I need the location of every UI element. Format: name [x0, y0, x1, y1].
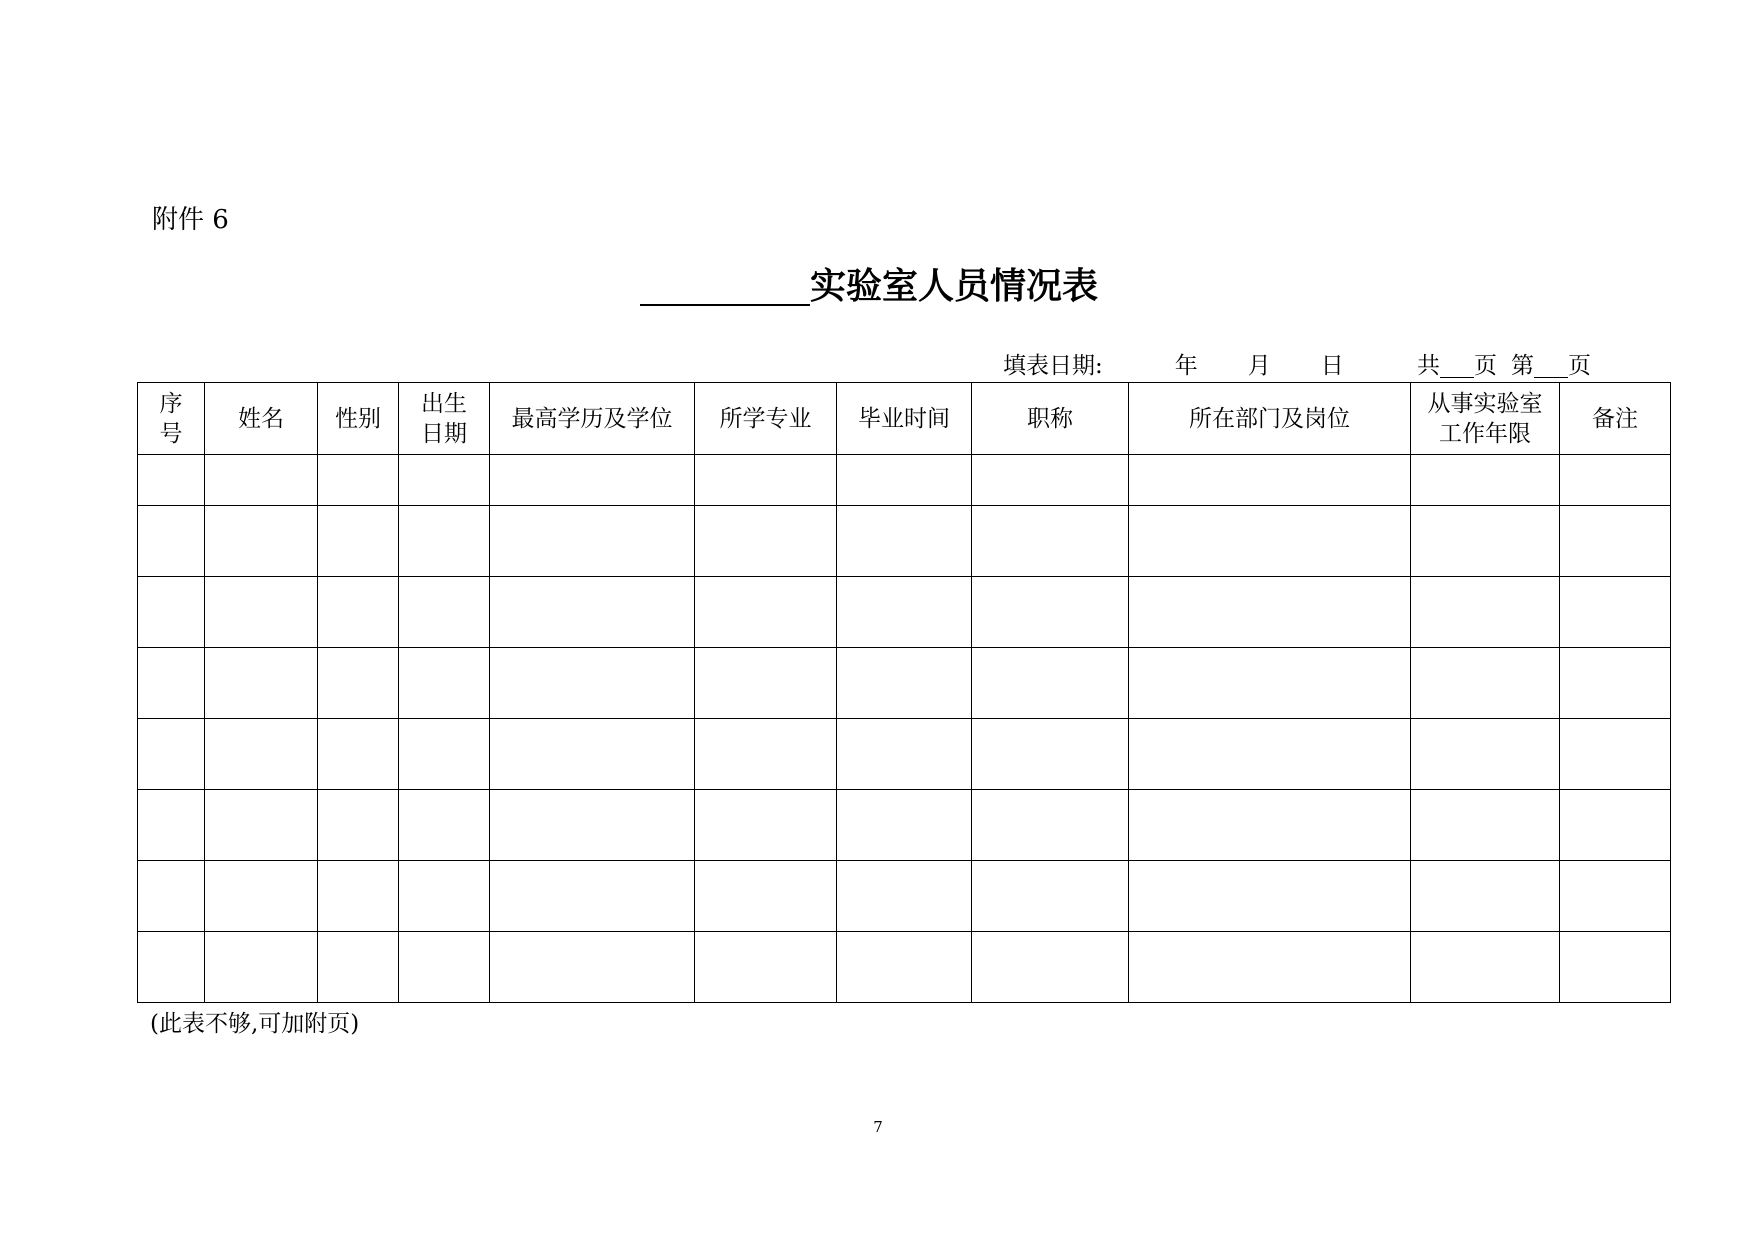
table-cell[interactable]	[972, 455, 1129, 506]
table-cell[interactable]	[205, 455, 318, 506]
table-cell[interactable]	[205, 861, 318, 932]
current-page-prefix: 第	[1511, 353, 1534, 379]
header-professional-title: 职称	[972, 383, 1129, 455]
table-cell[interactable]	[1560, 861, 1671, 932]
total-pages-prefix: 共	[1417, 353, 1440, 379]
table-cell[interactable]	[1560, 506, 1671, 577]
table-cell[interactable]	[138, 648, 205, 719]
table-cell[interactable]	[399, 790, 490, 861]
table-cell[interactable]	[1560, 455, 1671, 506]
table-cell[interactable]	[1129, 932, 1411, 1003]
table-cell[interactable]	[318, 506, 399, 577]
table-cell[interactable]	[695, 719, 837, 790]
table-cell[interactable]	[972, 506, 1129, 577]
header-graduation-time: 毕业时间	[837, 383, 972, 455]
table-cell[interactable]	[972, 648, 1129, 719]
table-cell[interactable]	[837, 648, 972, 719]
table-cell[interactable]	[318, 790, 399, 861]
table-cell[interactable]	[138, 506, 205, 577]
table-cell[interactable]	[1411, 861, 1560, 932]
table-cell[interactable]	[695, 455, 837, 506]
table-cell[interactable]	[399, 648, 490, 719]
table-cell[interactable]	[695, 932, 837, 1003]
table-cell[interactable]	[399, 455, 490, 506]
table-cell[interactable]	[972, 861, 1129, 932]
header-name: 姓名	[205, 383, 318, 455]
table-cell[interactable]	[695, 861, 837, 932]
page-number: 7	[873, 1118, 883, 1136]
current-page-blank[interactable]	[1534, 353, 1568, 378]
table-cell[interactable]	[837, 861, 972, 932]
table-cell[interactable]	[490, 506, 695, 577]
table-cell[interactable]	[695, 506, 837, 577]
table-cell[interactable]	[318, 455, 399, 506]
table-cell[interactable]	[837, 455, 972, 506]
attachment-label: 附件 6	[152, 205, 229, 235]
table-cell[interactable]	[490, 790, 695, 861]
table-cell[interactable]	[138, 932, 205, 1003]
table-cell[interactable]	[318, 719, 399, 790]
paging-line	[1417, 350, 1591, 382]
table-cell[interactable]	[1411, 932, 1560, 1003]
table-cell[interactable]	[972, 577, 1129, 648]
table-cell[interactable]	[399, 506, 490, 577]
table-cell[interactable]	[1560, 932, 1671, 1003]
table-cell[interactable]	[1411, 719, 1560, 790]
month-label: 月	[1247, 353, 1271, 379]
fill-date-line	[1003, 350, 1344, 382]
table-cell[interactable]	[1129, 455, 1411, 506]
table-cell[interactable]	[695, 577, 837, 648]
table-row	[138, 648, 1671, 719]
table-cell[interactable]	[138, 790, 205, 861]
header-birth-date: 出生 日期	[399, 383, 490, 455]
table-cell[interactable]	[1129, 506, 1411, 577]
table-cell[interactable]	[318, 932, 399, 1003]
total-pages-blank[interactable]	[1440, 353, 1474, 378]
header-department-position: 所在部门及岗位	[1129, 383, 1411, 455]
table-cell[interactable]	[1129, 790, 1411, 861]
table-cell[interactable]	[695, 648, 837, 719]
table-row	[138, 932, 1671, 1003]
year-label: 年	[1174, 353, 1198, 379]
table-cell[interactable]	[1129, 648, 1411, 719]
header-remarks: 备注	[1560, 383, 1671, 455]
table-cell[interactable]	[318, 861, 399, 932]
table-cell[interactable]	[399, 719, 490, 790]
table-cell[interactable]	[138, 861, 205, 932]
day-label: 日	[1320, 353, 1344, 379]
table-cell[interactable]	[490, 932, 695, 1003]
table-cell[interactable]	[972, 790, 1129, 861]
table-cell[interactable]	[205, 790, 318, 861]
lab-name-blank[interactable]	[640, 264, 810, 306]
table-cell[interactable]	[399, 861, 490, 932]
table-cell[interactable]	[205, 932, 318, 1003]
table-cell[interactable]	[1411, 648, 1560, 719]
title-text: 实验室人员情况表	[810, 266, 1099, 307]
table-cell[interactable]	[1129, 719, 1411, 790]
table-cell[interactable]	[138, 577, 205, 648]
table-cell[interactable]	[837, 790, 972, 861]
table-cell[interactable]	[1560, 790, 1671, 861]
table-cell[interactable]	[1560, 719, 1671, 790]
fill-date-label: 填表日期:	[1003, 353, 1103, 379]
table-row	[138, 790, 1671, 861]
table-cell[interactable]	[1411, 506, 1560, 577]
table-row	[138, 455, 1671, 506]
table-cell[interactable]	[1129, 577, 1411, 648]
page-title	[640, 262, 1120, 312]
table-cell[interactable]	[490, 861, 695, 932]
header-serial-number: 序 号	[138, 383, 205, 455]
table-row	[138, 719, 1671, 790]
table-row	[138, 861, 1671, 932]
table-cell[interactable]	[490, 577, 695, 648]
table-cell[interactable]	[399, 932, 490, 1003]
table-cell[interactable]	[1560, 577, 1671, 648]
table-row	[138, 506, 1671, 577]
header-gender: 性别	[318, 383, 399, 455]
table-cell[interactable]	[837, 719, 972, 790]
table-cell[interactable]	[490, 648, 695, 719]
header-major: 所学专业	[695, 383, 837, 455]
table-cell[interactable]	[205, 506, 318, 577]
table-cell[interactable]	[837, 506, 972, 577]
table-cell[interactable]	[1411, 577, 1560, 648]
table-cell[interactable]	[138, 455, 205, 506]
staff-table	[137, 382, 1671, 1003]
page-word-2: 页	[1568, 353, 1591, 379]
header-highest-degree: 最高学历及学位	[490, 383, 695, 455]
table-cell[interactable]	[1129, 861, 1411, 932]
table-cell[interactable]	[318, 577, 399, 648]
table-cell[interactable]	[318, 648, 399, 719]
table-cell[interactable]	[490, 719, 695, 790]
table-cell[interactable]	[837, 577, 972, 648]
header-row	[138, 383, 1671, 455]
page-word-1: 页	[1474, 353, 1497, 379]
table-cell[interactable]	[695, 790, 837, 861]
table-cell[interactable]	[1411, 455, 1560, 506]
table-cell[interactable]	[972, 719, 1129, 790]
header-lab-work-years: 从事实验室 工作年限	[1411, 383, 1560, 455]
table-cell[interactable]	[205, 648, 318, 719]
table-row	[138, 577, 1671, 648]
table-cell[interactable]	[972, 932, 1129, 1003]
table-cell[interactable]	[490, 455, 695, 506]
table-cell[interactable]	[1560, 648, 1671, 719]
table-cell[interactable]	[205, 719, 318, 790]
table-cell[interactable]	[205, 577, 318, 648]
table-cell[interactable]	[1411, 790, 1560, 861]
table-cell[interactable]	[138, 719, 205, 790]
table-cell[interactable]	[837, 932, 972, 1003]
table-cell[interactable]	[399, 577, 490, 648]
footnote: (此表不够,可加附页)	[150, 1011, 360, 1037]
